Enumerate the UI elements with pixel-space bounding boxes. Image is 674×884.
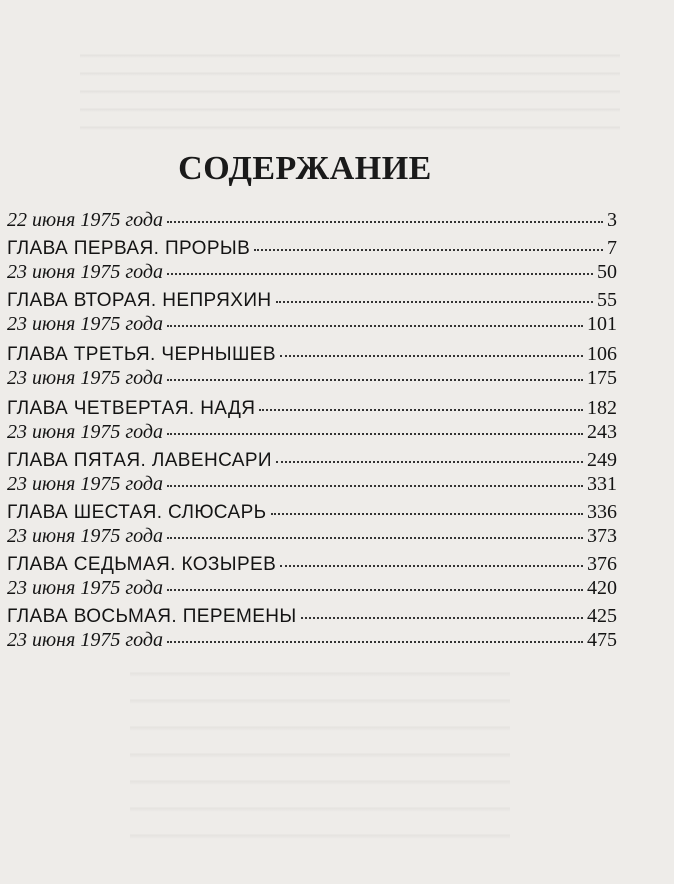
toc-entry-page: 243 [587, 421, 617, 443]
dot-leader [280, 355, 583, 357]
toc-entry-label: 22 июня 1975 года [7, 209, 163, 231]
toc-entry-label: ГЛАВА ШЕСТАЯ. СЛЮСАРЬ [7, 502, 267, 523]
toc-entry [7, 502, 617, 522]
dot-leader [167, 273, 593, 275]
toc-entry [7, 344, 617, 364]
toc-entry-page: 182 [587, 397, 617, 419]
page-title: СОДЕРЖАНИЕ [178, 150, 432, 187]
toc-entry-label: ГЛАВА ВОСЬМАЯ. ПЕРЕМЕНЫ [7, 606, 297, 627]
toc-entry-label: 23 июня 1975 года [7, 629, 163, 651]
toc-entry-label: 23 июня 1975 года [7, 421, 163, 443]
dot-leader [167, 537, 583, 539]
toc-entry-page: 7 [607, 237, 617, 259]
dot-leader [276, 461, 583, 463]
toc-entry [7, 606, 617, 626]
toc-entry-label: ГЛАВА СЕДЬМАЯ. КОЗЫРЕВ [7, 554, 277, 575]
dot-leader [167, 485, 583, 487]
toc-entry-page: 50 [597, 261, 617, 283]
dot-leader [167, 325, 583, 327]
toc-entry [7, 474, 617, 494]
dot-leader [254, 249, 603, 251]
dot-leader [280, 565, 583, 567]
toc-entry-page: 249 [587, 449, 617, 471]
toc-entry-label: 23 июня 1975 года [7, 473, 163, 495]
bleed-through-bottom [130, 650, 510, 850]
toc-entry-label: 23 июня 1975 года [7, 367, 163, 389]
toc-entry-page: 425 [587, 605, 617, 627]
toc-entry [7, 526, 617, 546]
dot-leader [167, 379, 583, 381]
toc-entry-page: 331 [587, 473, 617, 495]
toc-entry-page: 3 [607, 209, 617, 231]
dot-leader [167, 433, 583, 435]
dot-leader [276, 301, 593, 303]
toc-entry [7, 290, 617, 310]
toc-entry-label: ГЛАВА ТРЕТЬЯ. ЧЕРНЫШЕВ [7, 344, 276, 365]
toc-entry [7, 262, 617, 282]
toc-entry [7, 314, 617, 334]
bleed-through-top [80, 40, 620, 140]
toc-entry-label: 23 июня 1975 года [7, 525, 163, 547]
toc-entry [7, 398, 617, 418]
toc-entry [7, 554, 617, 574]
toc-entry-page: 373 [587, 525, 617, 547]
dot-leader [301, 617, 583, 619]
toc-entry-page: 420 [587, 577, 617, 599]
toc-entry [7, 578, 617, 598]
toc-entry [7, 422, 617, 442]
toc-entry-label: ГЛАВА ЧЕТВЕРТАЯ. НАДЯ [7, 398, 256, 419]
toc-entry-page: 106 [587, 343, 617, 365]
toc-entry [7, 210, 617, 230]
dot-leader [259, 409, 583, 411]
toc-entry [7, 450, 617, 470]
dot-leader [167, 589, 583, 591]
dot-leader [167, 221, 603, 223]
toc-entry [7, 368, 617, 388]
toc-entry-page: 336 [587, 501, 617, 523]
toc-entry-label: 23 июня 1975 года [7, 577, 163, 599]
toc-entry [7, 630, 617, 650]
toc-entry-label: ГЛАВА ПЯТАЯ. ЛАВЕНСАРИ [7, 450, 272, 471]
toc-entry-label: ГЛАВА ПЕРВАЯ. ПРОРЫВ [7, 238, 251, 259]
toc-entry [7, 238, 617, 258]
toc-entry-page: 376 [587, 553, 617, 575]
toc-entry-page: 175 [587, 367, 617, 389]
toc-entry-page: 55 [597, 289, 617, 311]
dot-leader [271, 513, 583, 515]
toc-entry-page: 101 [587, 313, 617, 335]
toc-entry-label: 23 июня 1975 года [7, 261, 163, 283]
toc-entry-label: 23 июня 1975 года [7, 313, 163, 335]
toc-entry-page: 475 [587, 629, 617, 651]
dot-leader [167, 641, 583, 643]
toc-entry-label: ГЛАВА ВТОРАЯ. НЕПРЯХИН [7, 290, 272, 311]
